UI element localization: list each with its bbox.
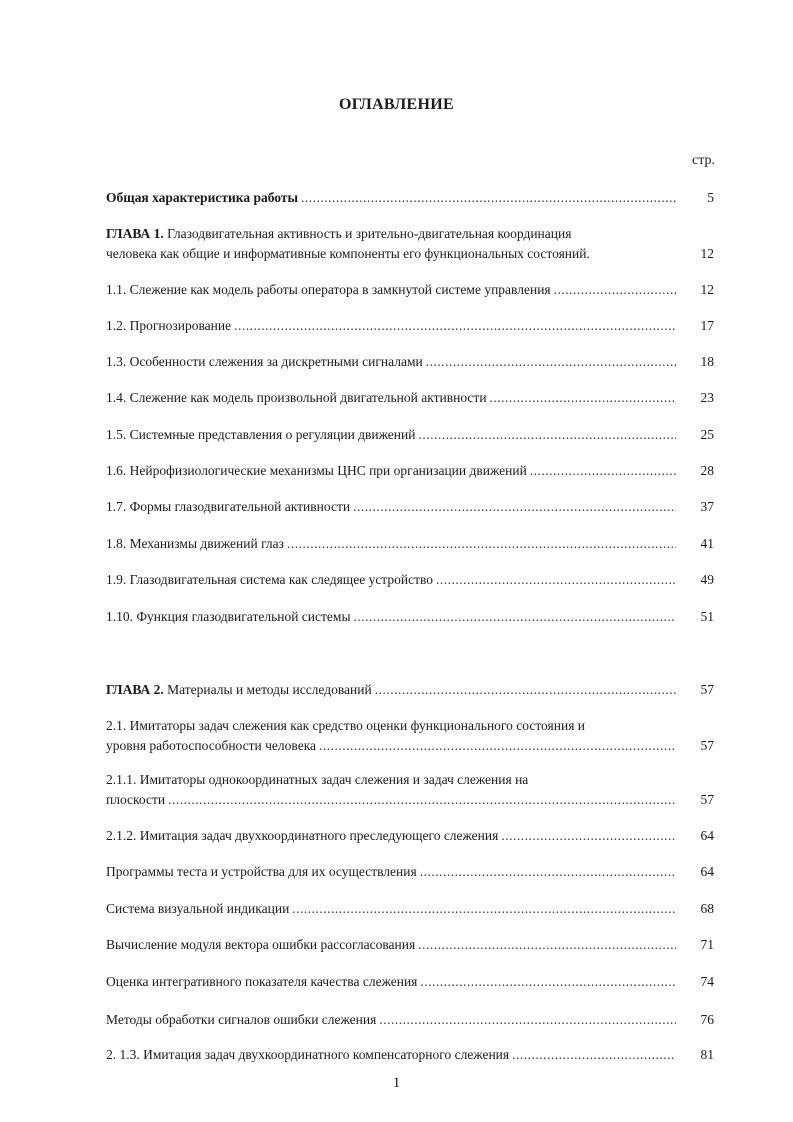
leader-dots [501,826,676,846]
entry-page: 57 [700,792,714,807]
entry-text-2: плоскости [106,792,166,807]
toc-entry-2-1-3[interactable] [106,1045,714,1065]
entry-text-2: человека как общие и информативные компоненты его функциональных состояний. [106,246,590,261]
toc-entry-1-8[interactable] [106,534,714,554]
entry-text: 1.8. Механизмы движений глаз [106,536,284,551]
entry-page: 17 [700,318,714,333]
page-number: 1 [392,1075,401,1091]
entry-page: 74 [700,974,714,989]
entry-page: 37 [700,499,714,514]
entry-page: 49 [700,572,714,587]
leader-dots [418,935,676,955]
toc-entry-signal-processing[interactable] [106,1010,714,1030]
toc-entry-1-7[interactable] [106,497,714,517]
entry-text: Вычисление модуля вектора ошибки рассогласования [106,937,416,952]
entry-page: 12 [700,282,714,297]
leader-dots [353,497,676,517]
toc-entry-test-programs[interactable] [106,862,714,882]
entry-text: Программы теста и устройства для их осуществления [106,864,417,879]
toc-entry-error-vector[interactable] [106,935,714,955]
entry-text: 2. 1.3. Имитация задач двухкоординатного компенсаторного слежения [106,1047,510,1062]
entry-page: 68 [700,901,714,916]
entry-page: 12 [700,246,714,261]
leader-dots [301,188,676,208]
leader-dots [490,388,676,408]
entry-page: 25 [700,427,714,442]
entry-text: Оценка интегративного показателя качества слежения [106,974,418,989]
toc-entry-2-1-2[interactable] [106,826,714,846]
entry-page: 64 [700,828,714,843]
toc-entry-1-1[interactable] [106,280,714,300]
toc-entry-1-3[interactable] [106,352,714,372]
toc-entry-1-9[interactable] [106,570,714,590]
leader-dots [319,736,676,756]
leader-dots [292,899,676,919]
leader-dots [420,972,676,992]
leader-dots [554,280,676,300]
leader-dots [375,680,676,700]
entry-text: 1.7. Формы глазодвигательной активности [106,499,351,514]
toc-entry-2-1-1[interactable] [106,770,714,810]
leader-dots [287,534,676,554]
entry-page: 81 [700,1047,714,1062]
toc-entry-1-5[interactable] [106,425,714,445]
toc-entry-1-2[interactable] [106,316,714,336]
leader-dots [418,425,676,445]
entry-bold: ГЛАВА 2. [106,682,164,697]
entry-page: 41 [700,536,714,551]
entry-text: Глазодвигательная активность и зрительно-двигательная координация [163,226,572,241]
toc-entry-1-4[interactable] [106,388,714,408]
toc-entry-visual-indication[interactable] [106,899,714,919]
entry-text: 1.5. Системные представления о регуляции движений [106,427,416,442]
toc-entry-chapter-2[interactable] [106,680,714,700]
page-title: ОГЛАВЛЕНИЕ [339,96,454,113]
leader-dots [379,1010,676,1030]
entry-text: 1.1. Слежение как модель работы оператора в замкнутой системе управления [106,282,551,297]
page-column-label: стр. [691,153,715,168]
entry-text: 1.10. Функция глазодвигательной системы [106,609,351,624]
leader-dots [530,461,676,481]
entry-page: 64 [700,864,714,879]
entry-page: 5 [707,190,714,205]
toc-entry-1-10[interactable] [106,607,714,627]
entry-text: 1.2. Прогнозирование [106,318,232,333]
entry-text: Методы обработки сигналов ошибки слежения [106,1012,377,1027]
entry-text-2: уровня работоспособности человека [106,738,317,753]
leader-dots [168,790,676,810]
leader-dots [426,352,676,372]
entry-bold: ГЛАВА 1. [106,226,164,241]
entry-bold: Общая характеристика работы [106,190,299,205]
leader-dots [420,862,676,882]
entry-page: 76 [700,1012,714,1027]
leader-dots [354,607,676,627]
toc-entry-quality-index[interactable] [106,972,714,992]
entry-text: 1.3. Особенности слежения за дискретными сигналами [106,354,423,369]
entry-page: 23 [700,390,714,405]
leader-dots [234,316,676,336]
entry-text: Материалы и методы исследований [163,682,372,697]
entry-text: 1.6. Нейрофизиологические механизмы ЦНС при организации движений [106,463,527,478]
toc-entry-chapter-1[interactable] [106,224,714,264]
entry-text: 1.9. Глазодвигательная система как следящее устройство [106,572,434,587]
entry-page: 71 [700,937,714,952]
entry-page: 28 [700,463,714,478]
entry-text: 2.1. Имитаторы задач слежения как средство оценки функционального состояния и [106,718,585,733]
entry-page: 57 [700,738,714,753]
leader-dots [436,570,676,590]
entry-page: 51 [700,609,714,624]
toc-entry-1-6[interactable] [106,461,714,481]
entry-page: 18 [700,354,714,369]
entry-page: 57 [700,682,714,697]
leader-dots [512,1045,676,1065]
entry-text: 1.4. Слежение как модель произвольной двигательной активности [106,390,487,405]
toc-entry-2-1[interactable] [106,716,714,756]
toc-entry-general[interactable] [106,188,714,208]
entry-text: Система визуальной индикации [106,901,290,916]
entry-text: 2.1.2. Имитация задач двухкоординатного преследующего слежения [106,828,499,843]
entry-text: 2.1.1. Имитаторы однокоординатных задач слежения и задач слежения на [106,772,529,787]
